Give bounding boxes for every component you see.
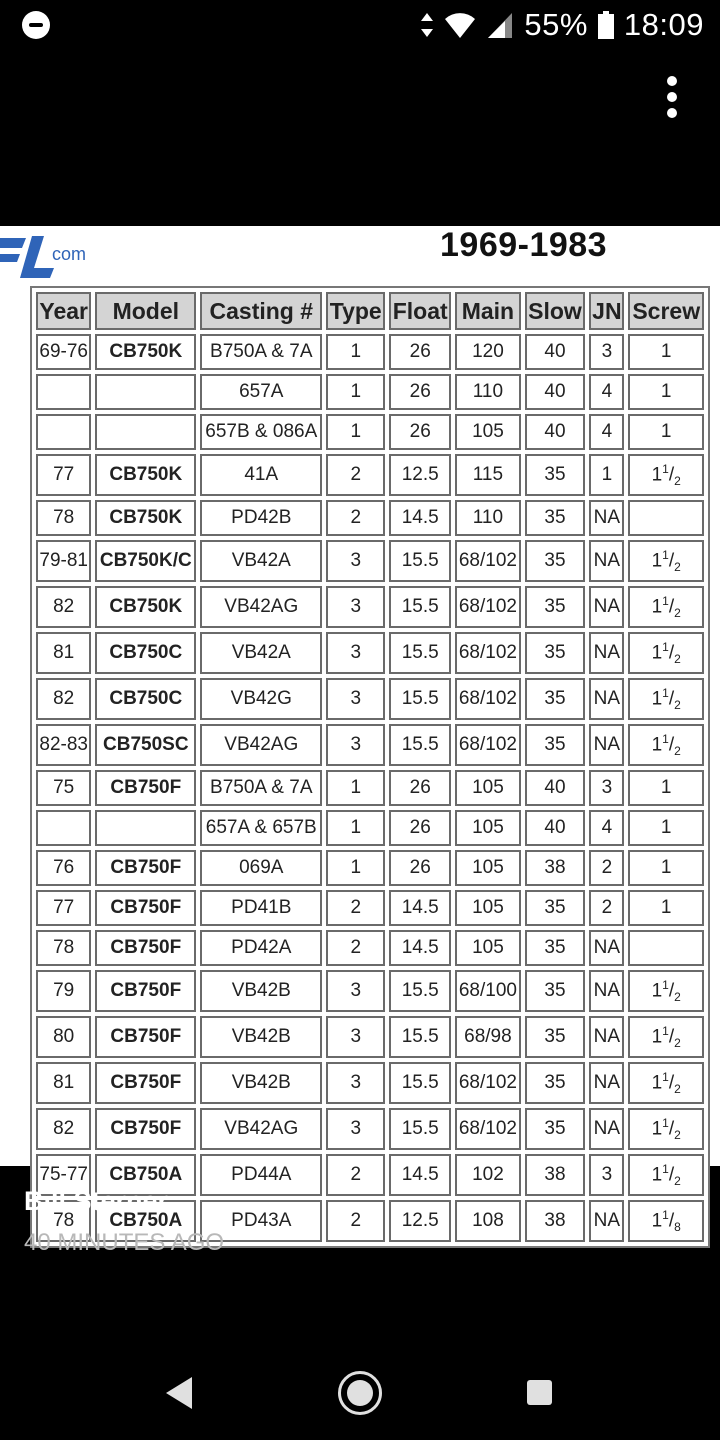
table-row — [36, 970, 704, 1012]
cell-year: 75-77 — [36, 1154, 91, 1196]
column-header-slow: Slow — [525, 292, 586, 330]
cell-jn: NA — [589, 540, 624, 582]
cell-main: 68/98 — [455, 1016, 520, 1058]
cell-year: 75 — [36, 770, 91, 806]
cell-screw: $1^1/_2$ — [628, 632, 704, 674]
cell-slow: 38 — [525, 850, 586, 886]
cell-main: 110 — [455, 374, 520, 410]
cell-year: 77 — [36, 890, 91, 926]
cell-slow: 35 — [525, 1016, 586, 1058]
cell-screw: $1^1/_2$ — [628, 724, 704, 766]
cell-type: 3 — [326, 724, 385, 766]
cell-main: 68/102 — [455, 632, 520, 674]
cell-model: CB750SC — [95, 724, 196, 766]
cell-jn: NA — [589, 970, 624, 1012]
cell-float: 26 — [389, 810, 451, 846]
cell-type: 3 — [326, 540, 385, 582]
cell-float: 14.5 — [389, 1154, 451, 1196]
cell-slow: 35 — [525, 454, 586, 496]
cell-main: 68/102 — [455, 586, 520, 628]
cell-screw: 1 — [628, 770, 704, 806]
carburetor-specs-table — [30, 286, 710, 1248]
cell-float: 26 — [389, 374, 451, 410]
cell-casting: VB42A — [200, 632, 322, 674]
cell-float: 15.5 — [389, 678, 451, 720]
cell-main: 105 — [455, 810, 520, 846]
cell-jn: 1 — [589, 454, 624, 496]
cell-float: 26 — [389, 414, 451, 450]
cell-year: 69-76 — [36, 334, 91, 370]
cell-type: 1 — [326, 414, 385, 450]
cell-year: 78 — [36, 500, 91, 536]
cell-main: 68/102 — [455, 724, 520, 766]
cell-type: 2 — [326, 930, 385, 966]
cell-main: 115 — [455, 454, 520, 496]
table-row — [36, 770, 704, 806]
cell-year: 82 — [36, 678, 91, 720]
cell-year: 82 — [36, 586, 91, 628]
cell-float: 15.5 — [389, 1062, 451, 1104]
cell-float: 15.5 — [389, 540, 451, 582]
cell-model — [95, 374, 196, 410]
battery-icon — [598, 11, 614, 39]
cell-slow: 35 — [525, 724, 586, 766]
cell-jn: NA — [589, 1200, 624, 1242]
cell-model: CB750K/C — [95, 540, 196, 582]
cell-year — [36, 374, 91, 410]
table-row — [36, 632, 704, 674]
cell-type: 3 — [326, 678, 385, 720]
cell-model: CB750F — [95, 1016, 196, 1058]
column-header-float: Float — [389, 292, 451, 330]
cell-jn: NA — [589, 1016, 624, 1058]
cell-year: 78 — [36, 930, 91, 966]
cell-main: 105 — [455, 770, 520, 806]
column-header-type: Type — [326, 292, 385, 330]
cell-main: 68/102 — [455, 1062, 520, 1104]
year-range-title: 1969-1983 — [440, 226, 608, 264]
cell-type: 3 — [326, 970, 385, 1012]
cell-jn: 3 — [589, 770, 624, 806]
cell-type: 1 — [326, 850, 385, 886]
cell-type: 3 — [326, 1062, 385, 1104]
cell-jn: 3 — [589, 334, 624, 370]
cell-slow: 35 — [525, 930, 586, 966]
cell-casting: VB42G — [200, 678, 322, 720]
cell-type: 1 — [326, 334, 385, 370]
table-row — [36, 500, 704, 536]
table-row — [36, 890, 704, 926]
cell-slow: 40 — [525, 810, 586, 846]
cell-model: CB750C — [95, 678, 196, 720]
cell-screw: $1^1/_2$ — [628, 678, 704, 720]
cell-float: 26 — [389, 850, 451, 886]
cell-slow: 35 — [525, 500, 586, 536]
cell-main: 102 — [455, 1154, 520, 1196]
cell-jn: 4 — [589, 414, 624, 450]
recents-icon[interactable] — [527, 1380, 552, 1405]
cell-jn: 4 — [589, 810, 624, 846]
cell-model: CB750F — [95, 970, 196, 1012]
column-header-model: Model — [95, 292, 196, 330]
cell-model: CB750K — [95, 586, 196, 628]
cell-year — [36, 414, 91, 450]
cell-casting: VB42B — [200, 1016, 322, 1058]
cell-screw: 1 — [628, 850, 704, 886]
cell-type: 2 — [326, 1200, 385, 1242]
navigation-bar — [0, 1355, 720, 1430]
cell-float: 12.5 — [389, 1200, 451, 1242]
cell-jn: NA — [589, 1108, 624, 1150]
cell-jn: 2 — [589, 890, 624, 926]
cell-slow: 35 — [525, 632, 586, 674]
column-header-casting: Casting # — [200, 292, 322, 330]
cell-casting: 657A & 657B — [200, 810, 322, 846]
cell-model: CB750K — [95, 454, 196, 496]
cell-float: 26 — [389, 334, 451, 370]
cell-main: 105 — [455, 414, 520, 450]
cell-type: 3 — [326, 586, 385, 628]
cell-casting: 657B & 086A — [200, 414, 322, 450]
table-row — [36, 586, 704, 628]
cell-slow: 35 — [525, 1108, 586, 1150]
cell-type: 1 — [326, 810, 385, 846]
cell-casting: PD42A — [200, 930, 322, 966]
cell-float: 26 — [389, 770, 451, 806]
cell-casting: B750A & 7A — [200, 770, 322, 806]
status-bar — [0, 0, 720, 50]
cell-year: 82-83 — [36, 724, 91, 766]
cell-model — [95, 414, 196, 450]
cell-main: 108 — [455, 1200, 520, 1242]
cell-casting: VB42AG — [200, 1108, 322, 1150]
cell-main: 68/100 — [455, 970, 520, 1012]
author-name: Bill Sterner — [24, 1186, 169, 1216]
cell-screw: $1^1/_2$ — [628, 1154, 704, 1196]
cell-jn: NA — [589, 930, 624, 966]
cell-casting: B750A & 7A — [200, 334, 322, 370]
cell-float: 15.5 — [389, 1016, 451, 1058]
cell-slow: 35 — [525, 890, 586, 926]
battery-percent: 55% — [524, 7, 588, 42]
cell-year: 76 — [36, 850, 91, 886]
cell-year: 77 — [36, 454, 91, 496]
cell-model: CB750F — [95, 1108, 196, 1150]
table-row — [36, 724, 704, 766]
cell-jn: NA — [589, 632, 624, 674]
cell-casting: PD42B — [200, 500, 322, 536]
cell-screw: $1^1/_2$ — [628, 1108, 704, 1150]
more-options-icon[interactable] — [664, 76, 680, 120]
table-row — [36, 1062, 704, 1104]
cell-jn: 4 — [589, 374, 624, 410]
cell-casting: PD44A — [200, 1154, 322, 1196]
cell-year: 79 — [36, 970, 91, 1012]
cell-main: 105 — [455, 890, 520, 926]
cell-casting: VB42B — [200, 1062, 322, 1104]
cell-year: 81 — [36, 1062, 91, 1104]
site-logo — [0, 232, 100, 284]
table-row — [36, 374, 704, 410]
svg-text:com: com — [52, 244, 87, 264]
cell-main: 68/102 — [455, 678, 520, 720]
cell-type: 1 — [326, 374, 385, 410]
cell-slow: 35 — [525, 586, 586, 628]
cell-screw: 1 — [628, 890, 704, 926]
cell-screw: 1 — [628, 810, 704, 846]
cell-jn: NA — [589, 678, 624, 720]
cell-year: 79-81 — [36, 540, 91, 582]
cell-casting: VB42AG — [200, 586, 322, 628]
cell-screw: $1^1/_8$ — [628, 1200, 704, 1242]
cell-type: 3 — [326, 1108, 385, 1150]
cell-float: 14.5 — [389, 500, 451, 536]
do-not-disturb-icon — [22, 11, 50, 39]
cell-screw: 1 — [628, 374, 704, 410]
cell-type: 3 — [326, 1016, 385, 1058]
home-icon[interactable] — [338, 1371, 382, 1415]
table-row — [36, 454, 704, 496]
cell-model: CB750A — [95, 1154, 196, 1196]
cell-casting: 41A — [200, 454, 322, 496]
cell-jn: NA — [589, 1062, 624, 1104]
cell-type: 2 — [326, 454, 385, 496]
cell-screw: 1 — [628, 414, 704, 450]
cell-float: 15.5 — [389, 586, 451, 628]
cell-main: 68/102 — [455, 1108, 520, 1150]
table-row — [36, 1016, 704, 1058]
cell-model: CB750F — [95, 890, 196, 926]
cell-slow: 35 — [525, 678, 586, 720]
cell-year: 82 — [36, 1108, 91, 1150]
cell-slow: 35 — [525, 540, 586, 582]
post-caption — [24, 1186, 224, 1257]
cell-casting: VB42A — [200, 540, 322, 582]
cell-model — [95, 810, 196, 846]
table-header — [36, 292, 704, 330]
cell-type: 1 — [326, 770, 385, 806]
cell-model: CB750F — [95, 1062, 196, 1104]
table-row — [36, 414, 704, 450]
cell-jn: NA — [589, 586, 624, 628]
cell-jn: 3 — [589, 1154, 624, 1196]
cell-float: 15.5 — [389, 970, 451, 1012]
cell-main: 105 — [455, 930, 520, 966]
cell-model: CB750F — [95, 930, 196, 966]
post-time: 40 MINUTES AGO — [24, 1229, 225, 1256]
table-row — [36, 540, 704, 582]
cell-type: 2 — [326, 1154, 385, 1196]
cell-model: CB750K — [95, 334, 196, 370]
data-transfer-icon — [420, 12, 434, 38]
column-header-screw: Screw — [628, 292, 704, 330]
cell-slow: 35 — [525, 1062, 586, 1104]
cell-casting: VB42AG — [200, 724, 322, 766]
table-row — [36, 334, 704, 370]
cell-year: 80 — [36, 1016, 91, 1058]
cell-model: CB750C — [95, 632, 196, 674]
table-row — [36, 810, 704, 846]
cell-screw: $1^1/_2$ — [628, 1016, 704, 1058]
clock: 18:09 — [623, 7, 704, 42]
cell-type: 3 — [326, 632, 385, 674]
cell-main: 68/102 — [455, 540, 520, 582]
cell-screw: $1^1/_2$ — [628, 970, 704, 1012]
table-row — [36, 1108, 704, 1150]
cell-jn: NA — [589, 500, 624, 536]
cell-screw: $1^1/_2$ — [628, 586, 704, 628]
column-header-jn: JN — [589, 292, 624, 330]
cell-screw: 1 — [628, 334, 704, 370]
cell-float: 14.5 — [389, 930, 451, 966]
cell-slow: 35 — [525, 970, 586, 1012]
cell-float: 15.5 — [389, 724, 451, 766]
cell-casting: 657A — [200, 374, 322, 410]
cell-screw — [628, 500, 704, 536]
table-row — [36, 930, 704, 966]
cell-slow: 40 — [525, 334, 586, 370]
cell-screw: $1^1/_2$ — [628, 1062, 704, 1104]
cell-float: 15.5 — [389, 632, 451, 674]
cell-main: 120 — [455, 334, 520, 370]
table-row — [36, 850, 704, 886]
cell-float: 15.5 — [389, 1108, 451, 1150]
cell-type: 2 — [326, 500, 385, 536]
cell-model: CB750F — [95, 850, 196, 886]
cell-year: 78 — [36, 1200, 91, 1242]
back-icon[interactable] — [166, 1377, 192, 1409]
cell-slow: 38 — [525, 1200, 586, 1242]
cell-slow: 38 — [525, 1154, 586, 1196]
cell-year — [36, 810, 91, 846]
cell-model: CB750K — [95, 500, 196, 536]
cell-main: 110 — [455, 500, 520, 536]
cell-model: CB750A — [95, 1200, 196, 1242]
cell-jn: NA — [589, 724, 624, 766]
cell-year: 81 — [36, 632, 91, 674]
cell-casting: 069A — [200, 850, 322, 886]
cell-casting: VB42B — [200, 970, 322, 1012]
table-row — [36, 678, 704, 720]
cell-screw: $1^1/_2$ — [628, 454, 704, 496]
cell-float: 14.5 — [389, 890, 451, 926]
cell-jn: 2 — [589, 850, 624, 886]
cell-screw — [628, 930, 704, 966]
cell-casting: PD43A — [200, 1200, 322, 1242]
cell-slow: 40 — [525, 414, 586, 450]
cell-screw: $1^1/_2$ — [628, 540, 704, 582]
cell-model: CB750F — [95, 770, 196, 806]
cell-float: 12.5 — [389, 454, 451, 496]
cell-slow: 40 — [525, 374, 586, 410]
column-header-year: Year — [36, 292, 91, 330]
cell-casting: PD41B — [200, 890, 322, 926]
cell-main: 105 — [455, 850, 520, 886]
cell-type: 2 — [326, 890, 385, 926]
cell-slow: 40 — [525, 770, 586, 806]
signal-icon — [486, 11, 514, 39]
wifi-icon — [444, 11, 476, 39]
column-header-main: Main — [455, 292, 520, 330]
